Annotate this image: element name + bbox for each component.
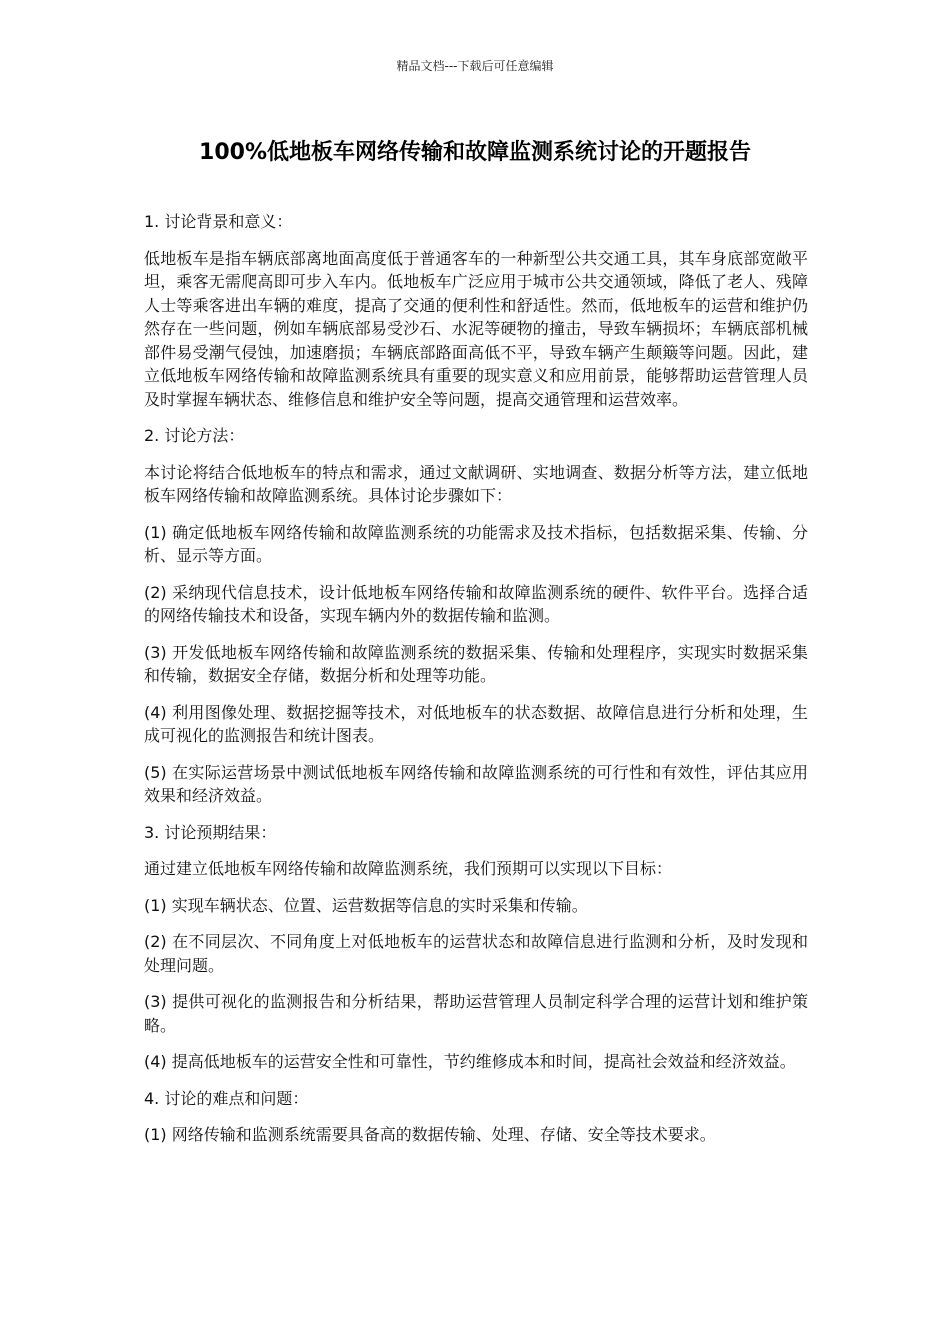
section-heading-results: 3. 讨论预期结果： <box>144 822 277 842</box>
result-item-4: (4) 提高低地板车的运营安全性和可靠性，节约维修成本和时间，提高社会效益和经济效益。 <box>144 1052 796 1071</box>
paragraph-method-intro: 本讨论将结合低地板车的特点和需求，通过文献调研、实地调查、数据分析等方法，建立低地板车网络传输和故障监测系统。具体讨论步骤如下： <box>144 462 808 505</box>
method-step-5: (5) 在实际运营场景中测试低地板车网络传输和故障监测系统的可行性和有效性，评估其应用效果和经济效益。 <box>144 762 808 805</box>
paragraph-results-intro: 通过建立低地板车网络传输和故障监测系统，我们预期可以实现以下目标： <box>144 859 673 878</box>
page-header: 精品文档---下载后可任意编辑 <box>396 59 554 73</box>
result-item-3: (3) 提供可视化的监测报告和分析结果，帮助运营管理人员制定科学合理的运营计划和维护策略。 <box>144 992 808 1035</box>
difficulty-item-1: (1) 网络传输和监测系统需要具备高的数据传输、处理、存储、安全等技术要求。 <box>144 1125 716 1144</box>
method-step-1: (1) 确定低地板车网络传输和故障监测系统的功能需求及技术指标，包括数据采集、传输、分析、显示等方面。 <box>144 522 808 565</box>
result-item-1: (1) 实现车辆状态、位置、运营数据等信息的实时采集和传输。 <box>144 895 588 915</box>
section-heading-difficulties: 4. 讨论的难点和问题： <box>144 1088 309 1108</box>
section-heading-background: 1. 讨论背景和意义： <box>144 212 293 231</box>
paragraph-background: 低地板车是指车辆底部离地面高度低于普通客车的一种新型公共交通工具，其车身底部宽敞平坦，乘客无需爬高即可步入车内。低地板车广泛应用于城市公共交通领域，降低了老人、残障人士等乘客进出车辆的难度，提高了交通的便利性和舒适性。然而，低地板车的运营和维护仍然存在一些问题，例如车辆底部易受沙石、水泥等硬物的撞击，导致车辆损坏；车辆底部机械部件易受潮气侵蚀，加速磨损；车辆底部路面高低不平，导致车辆产生颠簸等问题。因此，建立低地板车网络传输和故障监测系统具有重要的现实意义和应用前景，能够帮助运营管理人员及时掌握车辆状态、维修信息和维护安全等问题，提高交通管理和运营效率。 <box>144 248 808 409</box>
document-title: 100%低地板车网络传输和故障监测系统讨论的开题报告 <box>199 140 751 165</box>
method-step-2: (2) 采纳现代信息技术，设计低地板车网络传输和故障监测系统的硬件、软件平台。选择合适的网络传输技术和设备，实现车辆内外的数据传输和监测。 <box>144 582 808 625</box>
section-heading-method: 2. 讨论方法： <box>144 426 245 445</box>
document-body <box>144 210 808 1160</box>
method-step-4: (4) 利用图像处理、数据挖掘等技术，对低地板车的状态数据、故障信息进行分析和处理，生成可视化的监测报告和统计图表。 <box>144 702 808 745</box>
method-step-3: (3) 开发低地板车网络传输和故障监测系统的数据采集、传输和处理程序，实现实时数据采集和传输，数据安全存储，数据分析和处理等功能。 <box>144 642 808 685</box>
result-item-2: (2) 在不同层次、不同角度上对低地板车的运营状态和故障信息进行监测和分析，及时发现和处理问题。 <box>144 932 808 975</box>
